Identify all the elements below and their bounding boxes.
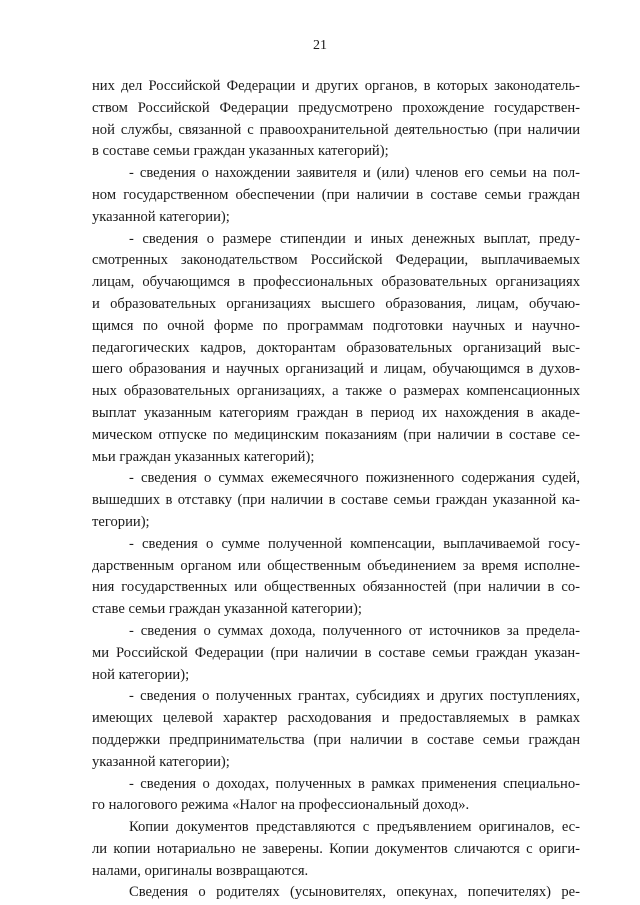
text-line: указанной категории); — [92, 753, 230, 770]
text-line: - сведения о суммах дохода, полученного от источников за предела- — [129, 622, 580, 639]
text-line: - сведения о сумме полученной компенсации, выплачиваемой госу- — [129, 535, 580, 552]
text-line: тегории); — [92, 513, 150, 530]
text-line: ния государственных или общественных обязанностей (при наличии в со- — [92, 579, 580, 596]
text-line: вышедших в отставку (при наличии в составе семьи граждан указанной ка- — [92, 492, 580, 509]
text-line: ставе семьи граждан указанной категории); — [92, 601, 362, 618]
text-line: выплат указанным категориям граждан в период их нахождения в акаде- — [92, 404, 580, 421]
text-line: - сведения о полученных грантах, субсидиях и других поступлениях, — [129, 688, 580, 705]
text-line: - сведения о доходах, полученных в рамках применения специально- — [129, 775, 580, 792]
text-line: налами, оригиналы возвращаются. — [92, 862, 309, 879]
text-line: ной службы, связанной с правоохранительной деятельностью (при наличии — [92, 121, 580, 138]
text-line: и образовательных организациях высшего образования, лицам, обучаю- — [92, 295, 580, 312]
text-line: Сведения о родителях (усыновителях, опекунах, попечителях) ре- — [129, 884, 580, 901]
text-line: ном государственном обеспечении (при наличии в составе семьи граждан — [92, 186, 580, 203]
text-line: ли копии нотариально не заверены. Копии документов сличаются с ориги- — [92, 840, 580, 857]
text-line: Копии документов представляются с предъявлением оригиналов, ес- — [129, 819, 580, 836]
text-line: в составе семьи граждан указанных категорий); — [92, 143, 389, 160]
text-line: мьи граждан указанных категорий); — [92, 448, 315, 465]
text-line: - сведения о суммах ежемесячного пожизненного содержания судей, — [129, 470, 580, 487]
text-line: ми Российской Федерации (при наличии в составе семьи граждан указан- — [92, 644, 580, 661]
page-number: 21 — [313, 38, 327, 53]
text-line: щимся по очной форме по программам подготовки научных и научно- — [92, 317, 580, 334]
text-line: ством Российской Федерации предусмотрено прохождение государствен- — [92, 99, 580, 116]
text-line: го налогового режима «Налог на профессиональный доход». — [92, 797, 470, 814]
text-line: - сведения о нахождении заявителя и (или) членов его семьи на пол- — [129, 165, 580, 182]
text-line: лицам, обучающимся в профессиональных образовательных организациях — [92, 274, 580, 291]
text-line: дарственным органом или общественным объединением за время исполне- — [92, 557, 580, 574]
text-line: указанной категории); — [92, 208, 230, 225]
text-line: них дел Российской Федерации и других органов, в которых законодатель- — [92, 78, 580, 94]
text-line: смотренных законодательством Российской Федерации, выплачиваемых — [92, 252, 580, 269]
text-line: ной категории); — [92, 666, 190, 683]
text-line: ных образовательных организациях, а также о размерах компенсационных — [92, 383, 580, 400]
body-text — [92, 76, 580, 904]
text-line: шего образования и научных организаций и лицам, обучающимся в духов- — [92, 361, 580, 378]
text-line: педагогических кадров, докторантам образовательных организаций выс- — [92, 339, 580, 356]
text-line: поддержки предпринимательства (при наличии в составе семьи граждан — [92, 731, 580, 748]
text-line: - сведения о размере стипендии и иных денежных выплат, преду- — [129, 230, 580, 247]
text-line: мическом отпуске по медицинским показаниям (при наличии в составе се- — [92, 426, 580, 443]
text-line: имеющих целевой характер расходования и предоставляемых в рамках — [92, 710, 580, 727]
